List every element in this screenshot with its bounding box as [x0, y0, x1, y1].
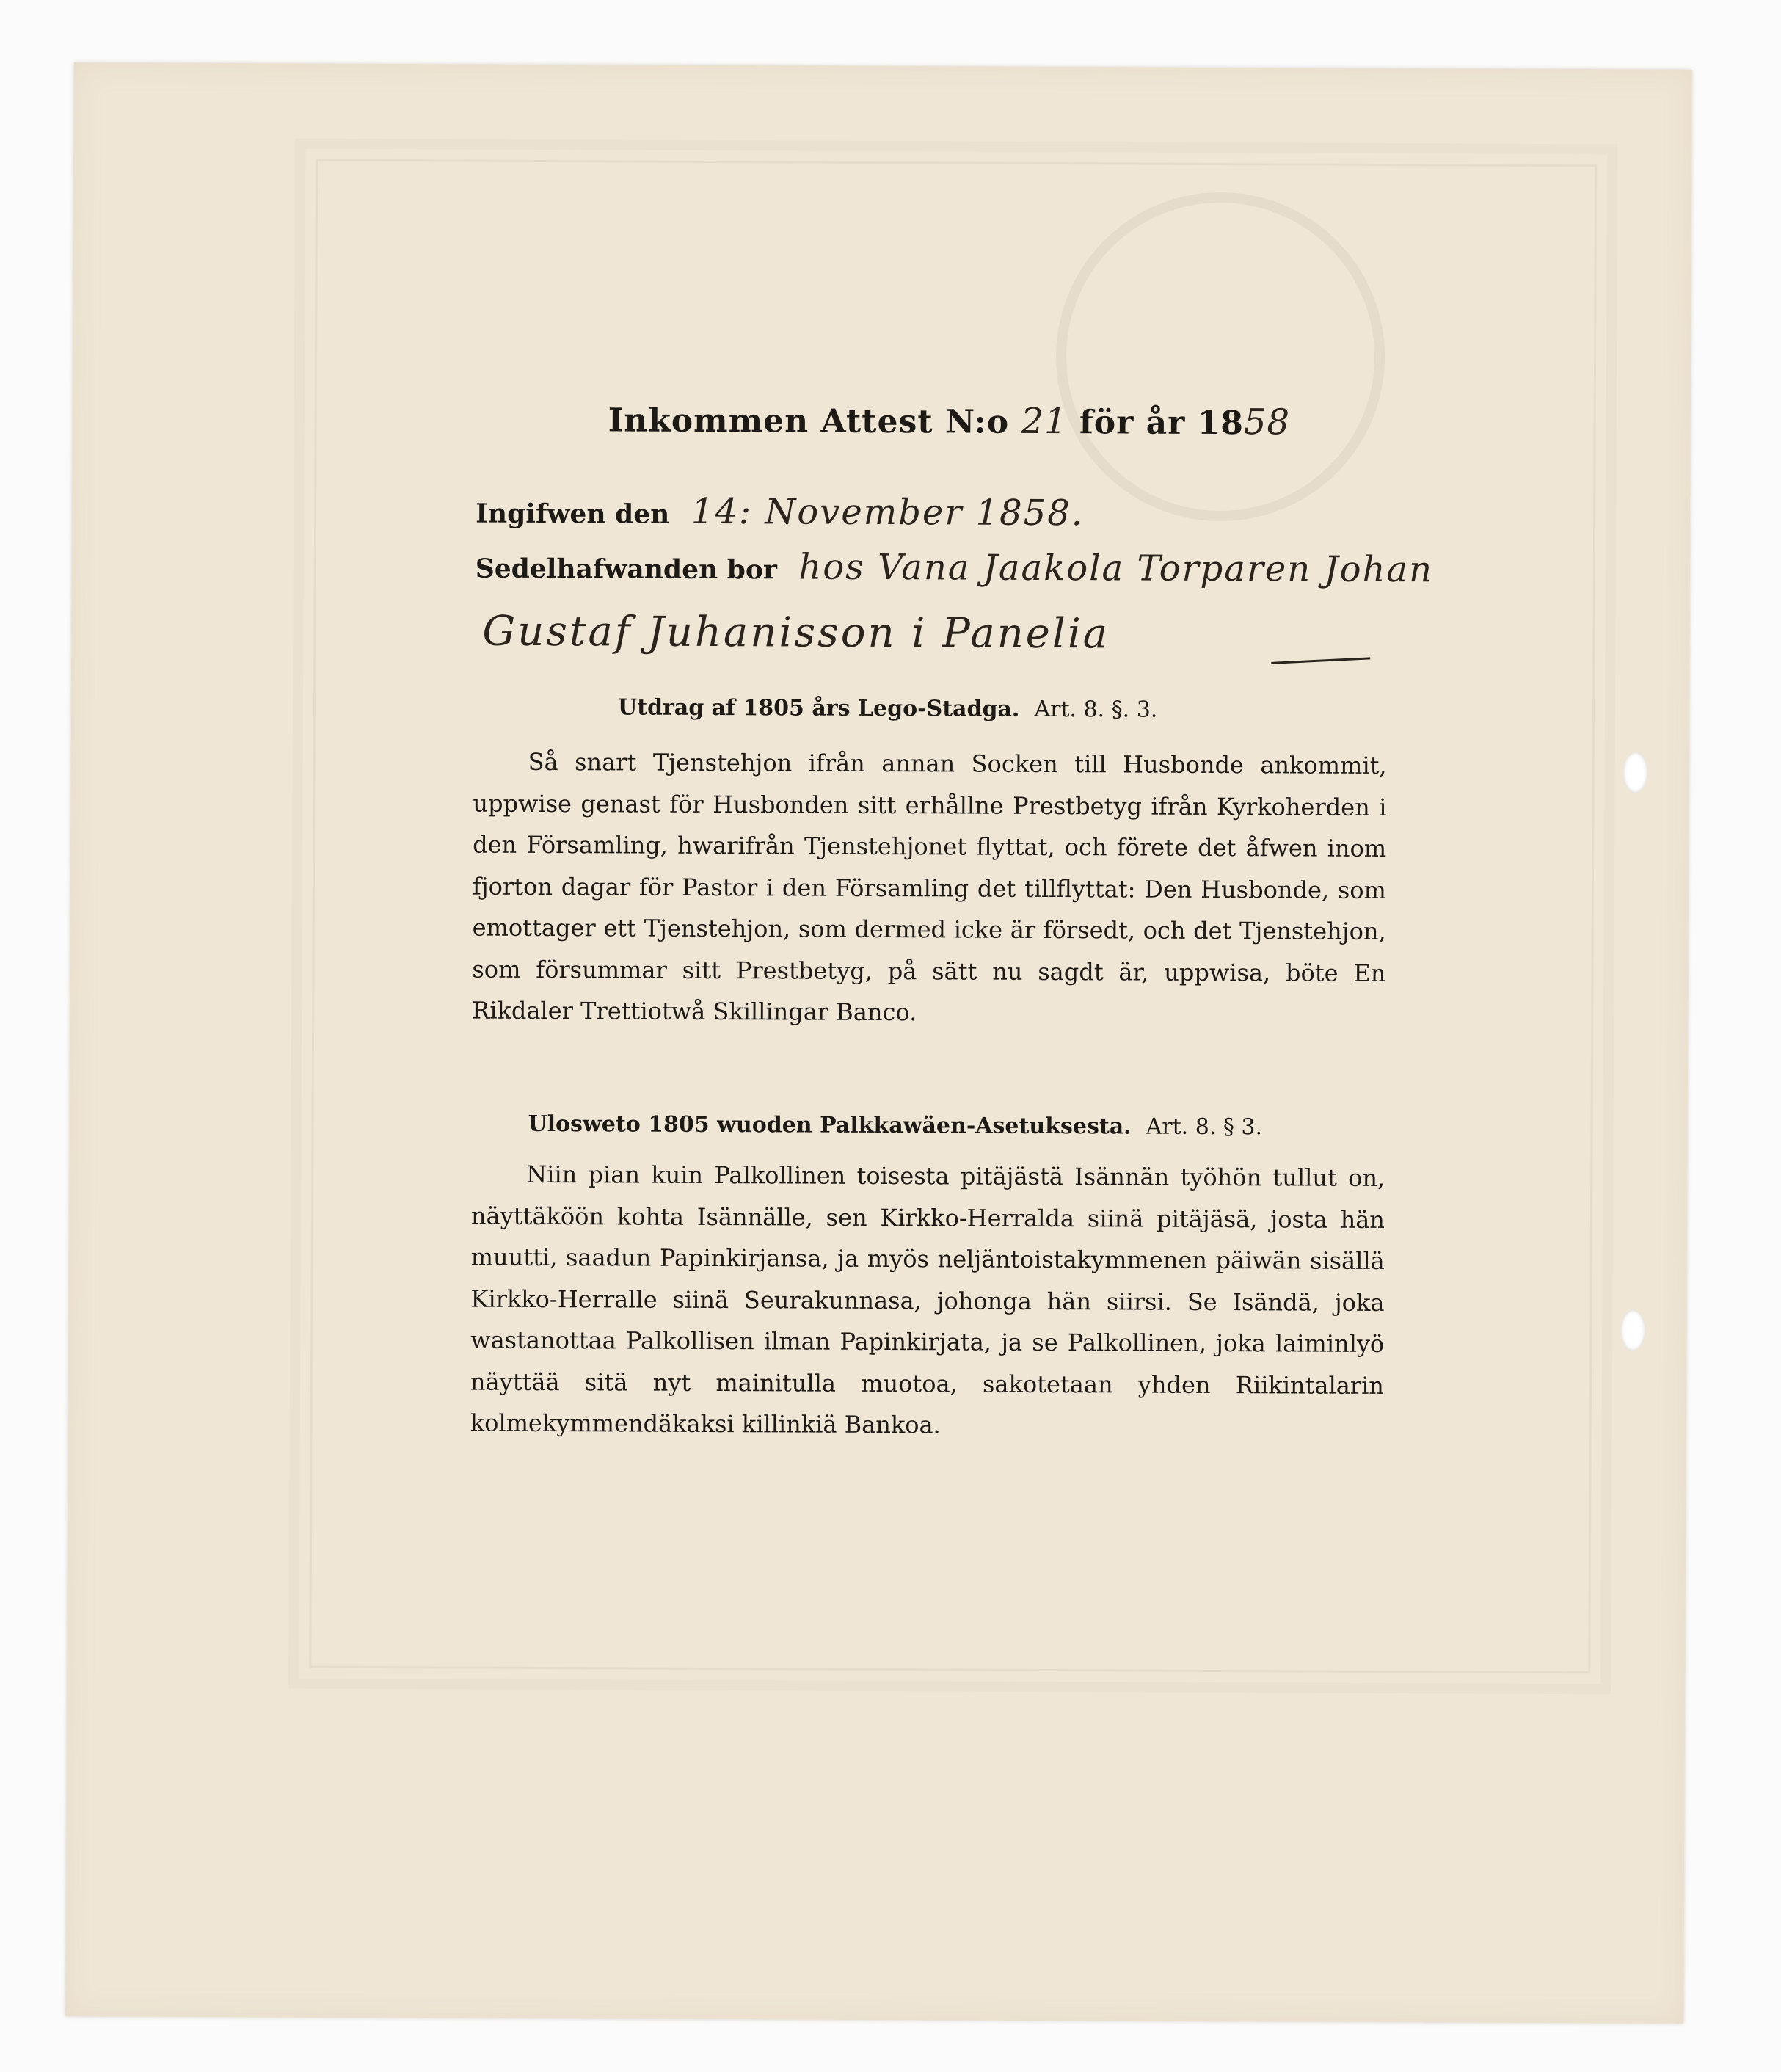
finnish-heading-text: Ulosweto 1805 wuoden Palkkawäen-Asetuksesta.	[528, 1110, 1132, 1140]
title-year-prefix: för år 18	[1079, 404, 1245, 443]
residence-field-continued	[482, 608, 1110, 658]
handwritten-flourish	[1271, 657, 1370, 664]
residence-value-line1: hos Vana Jaakola Torparen Johan	[798, 546, 1434, 591]
submitted-label: Ingifwen den	[476, 498, 670, 530]
residence-field	[476, 545, 1433, 591]
swedish-extract-text: Så snart Tjenstehjon ifrån annan Socken till Husbonde ankommit, uppwise genast för Husbonden sitt erhållne Prestbetyg ifrån Kyrkoherden i den Församling, hwarifrån Tjenstehjonet flyttat, och förete det åfwen inom fjorton dagar för Pastor i den Församling det tillflyttat: Den Husbonde, som emottager ett Tjenstehjon, som dermed icke är försedt, och det Tjenstehjon, som försummar sitt Prestbetyg, på sätt nu sagdt är, uppwisa, böte En Rikdaler Trettiotwå Skillingar Banco.	[472, 747, 1387, 1027]
title-prefix: Inkommen Attest N:o	[608, 401, 1010, 441]
finnish-extract-text: Niin pian kuin Palkollinen toisesta pitäjästä Isännän työhön tullut on, näyttäköön kohta Isännälle, sen Kirkko-Herralda siinä pitäjäsä, josta hän muutti, saadun Papinkirjansa, ja myös neljäntoistakymmenen päiwän sisällä Kirkko-Herralle siinä Seurakunnasa, johonga hän siirsi. Se Isändä, joka wastanottaa Palkollisen ilman Papinkirjata, ja se Palkollinen, joka laiminlyö näyttää sitä nyt mainitulla muotoa, sakotetaan yhden Riikintalarin kolmekymmendäkaksi killinkiä Bankoa.	[470, 1160, 1385, 1439]
document-sheet	[65, 62, 1692, 2024]
title-year: 58	[1243, 401, 1291, 443]
submitted-value: 14: November 1858.	[691, 490, 1085, 534]
finnish-article: Art. 8. § 3.	[1146, 1113, 1263, 1141]
document-title	[608, 399, 1291, 443]
submitted-field	[476, 490, 1084, 534]
finnish-extract-heading	[528, 1111, 1262, 1140]
swedish-article: Art. 8. §. 3.	[1034, 696, 1158, 723]
title-number: 21	[1021, 400, 1068, 443]
document-content	[65, 62, 1692, 2024]
residence-value-line2: Gustaf Juhanisson i Panelia	[482, 607, 1110, 658]
swedish-heading-text: Utdrag af 1805 års Lego-Stadga.	[617, 694, 1020, 722]
swedish-extract-heading	[618, 694, 1158, 722]
residence-label: Sedelhafwanden bor	[475, 553, 777, 586]
